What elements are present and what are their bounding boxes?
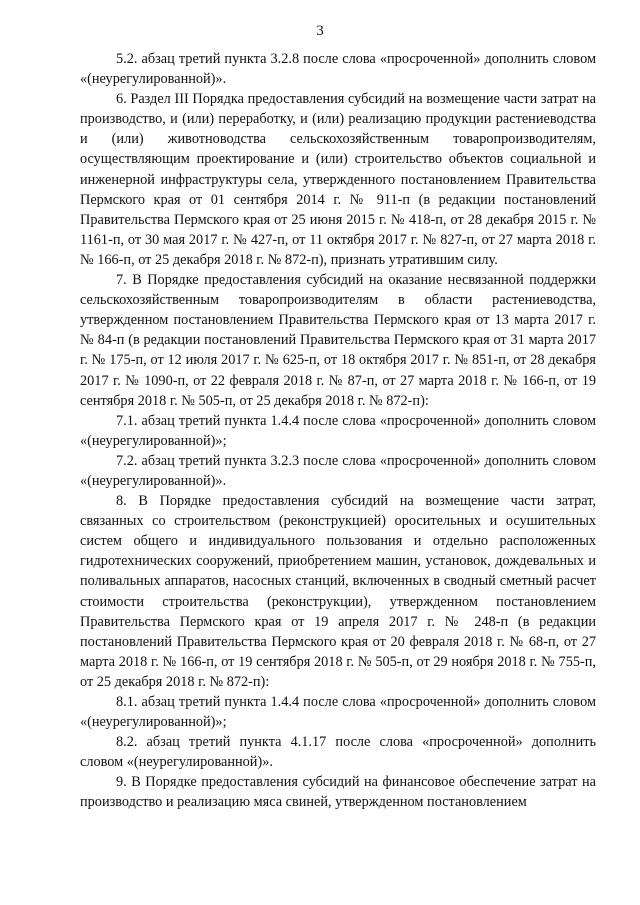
paragraph-6: 6. Раздел III Порядка предоставления субсидий на возмещение части затрат на производство, и (или) переработку, и (или) реализацию продукции растениеводства и (или) животноводства сельскохозяйственным товаропроизводителям, осуществляющим проектирование и (или) строительство объектов социальной и инженерной инфраструктуры села, утвержденного постановлением Правительства Пермского края от 01 сентября 2014 г. № 911-п (в редакции постановлений Правительства Пермского края от 25 июня 2015 г. № 418-п, от 28 декабря 2015 г. № 1161-п, от 30 мая 2017 г. № 427-п, от 11 октября 2017 г. № 827-п, от 27 марта 2018 г. № 166-п, от 25 декабря 2018 г. № 872-п), признать утратившим силу. xyxy=(80,91,596,268)
paragraph-7-1: 7.1. абзац третий пункта 1.4.4 после слова «просроченной» дополнить словом «(неурегулированной)»; xyxy=(80,412,596,449)
paragraph-5-2: 5.2. абзац третий пункта 3.2.8 после слова «просроченной» дополнить словом «(неурегулированной)». xyxy=(80,51,596,88)
document-body xyxy=(80,49,596,813)
paragraph-7: 7. В Порядке предоставления субсидий на оказание несвязанной поддержки сельскохозяйственным товаропроизводителям в области растениеводства, утвержденном постановлением Правительства Пермского края от 13 марта 2017 г. № 84-п (в редакции постановлений Правительства Пермского края от 31 марта 2017 г. № 175-п, от 12 июля 2017 г. № 625-п, от 18 октября 2017 г. № 851-п, от 28 декабря 2017 г. № 1090-п, от 22 февраля 2018 г. № 87-п, от 27 марта 2018 г. № 166-п, от 19 сентября 2018 г. № 505-п, от 25 декабря 2018 г. № 872-п): xyxy=(80,272,596,409)
page-number: 3 xyxy=(316,23,324,39)
paragraph-8-1: 8.1. абзац третий пункта 1.4.4 после слова «просроченной» дополнить словом «(неурегулированной)»; xyxy=(80,694,596,731)
paragraph-8: 8. В Порядке предоставления субсидий на возмещение части затрат, связанных со строительством (реконструкцией) оросительных и осушительных систем общего и индивидуального пользования и отдельно расположенных гидротехнических сооружений, приобретением машин, установок, дождевальных и поливальных аппаратов, насосных станций, включенных в сводный сметный расчет стоимости строительства (реконструкции), утвержденном постановлением Правительства Пермского края от 19 апреля 2017 г. № 248-п (в редакции постановлений Правительства Пермского края от 20 февраля 2018 г. № 68-п, от 27 марта 2018 г. № 166-п, от 19 сентября 2018 г. № 505-п, от 29 ноября 2018 г. № 755-п, от 25 декабря 2018 г. № 872-п): xyxy=(80,493,596,690)
paragraph-8-2: 8.2. абзац третий пункта 4.1.17 после слова «просроченной» дополнить словом «(неурегулированной)». xyxy=(80,734,596,771)
paragraph-7-2: 7.2. абзац третий пункта 3.2.3 после слова «просроченной» дополнить словом «(неурегулированной)». xyxy=(80,452,596,489)
paragraph-9: 9. В Порядке предоставления субсидий на финансовое обеспечение затрат на производство и реализацию мяса свиней, утвержденном постановлением xyxy=(80,774,596,811)
